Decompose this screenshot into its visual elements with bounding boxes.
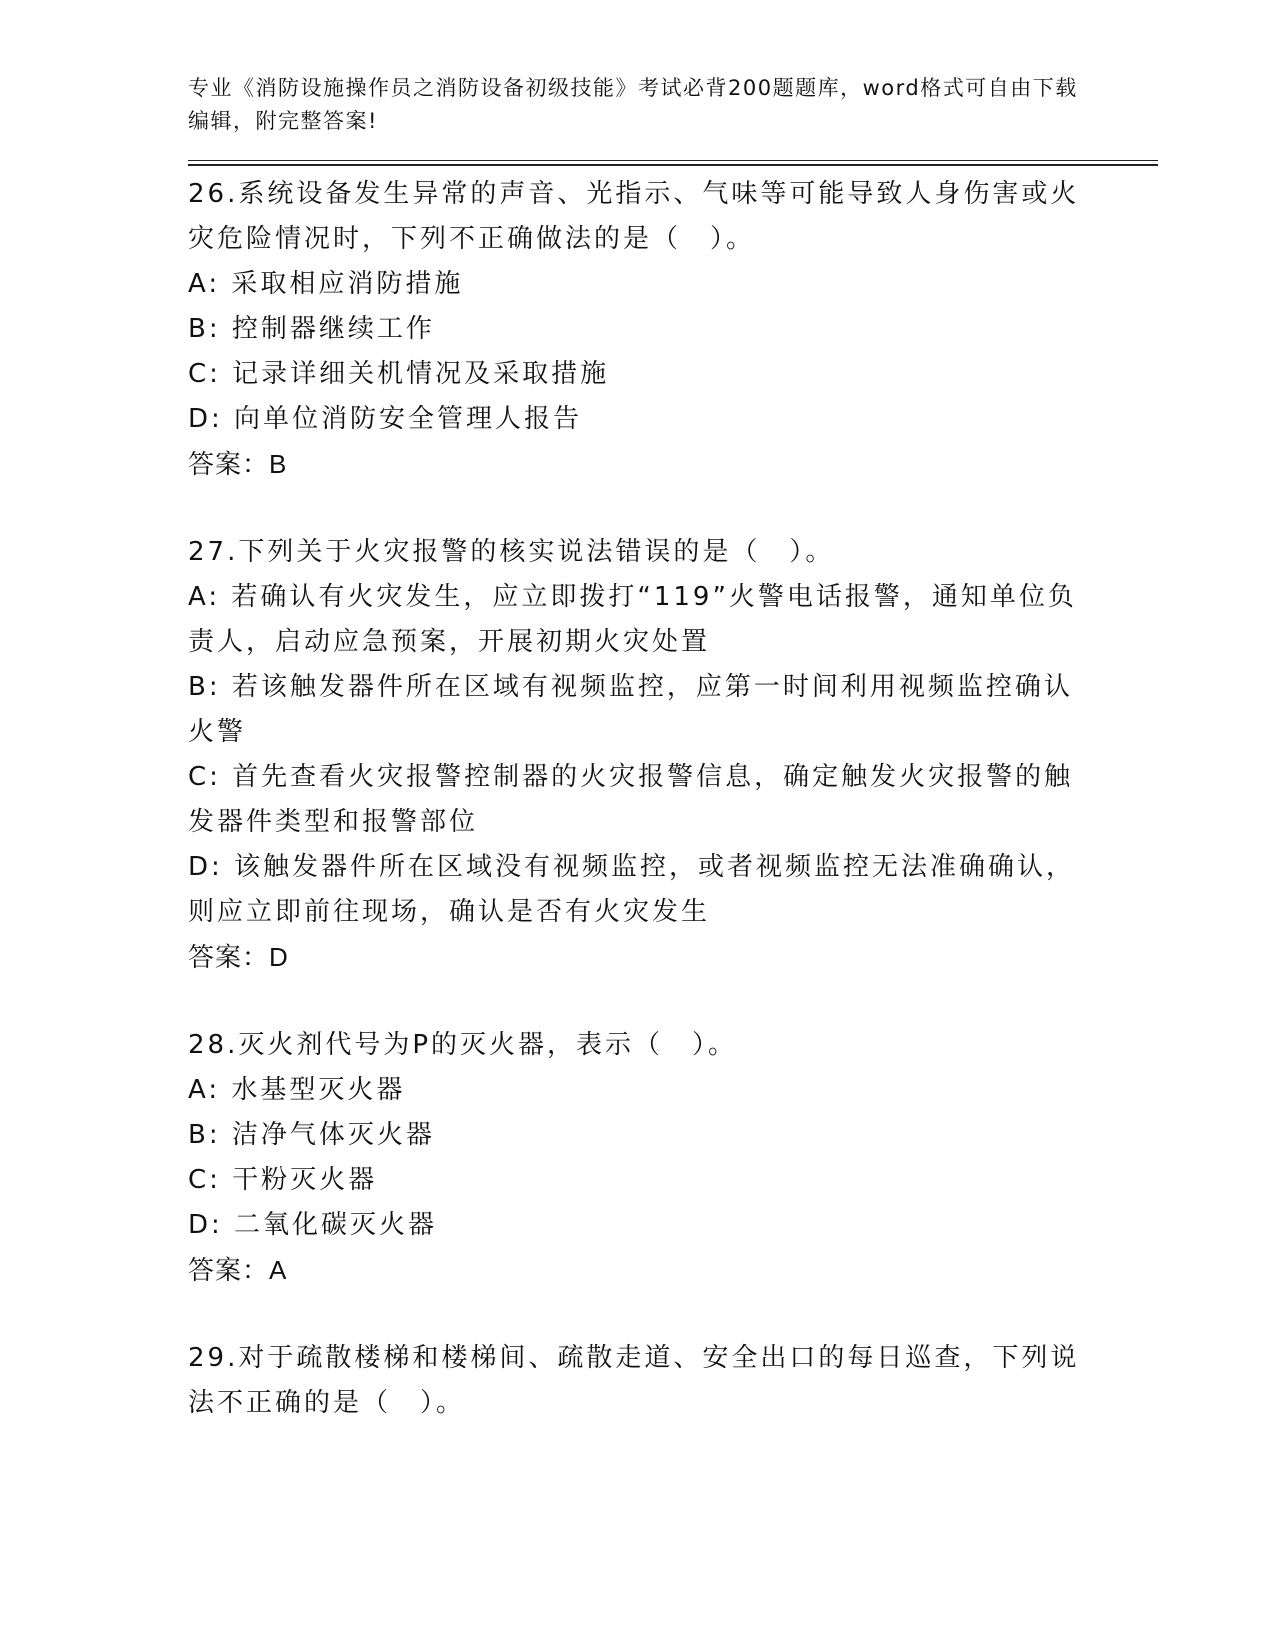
answer-value: D — [269, 942, 289, 972]
answer-label: 答案： — [188, 450, 270, 480]
question-text: 29.对于疏散楼梯和楼梯间、疏散走道、安全出口的每日巡查，下列说法不正确的是（ ）。 — [188, 1343, 1080, 1418]
question-text: 28.灭火剂代号为P的灭火器，表示（ ）。 — [188, 1030, 738, 1060]
option-b: B: 控制器继续工作 — [188, 314, 435, 344]
question-text: 27.下列关于火灾报警的核实说法错误的是（ ）。 — [188, 537, 835, 567]
question-29 — [188, 1336, 1158, 1426]
answer-value: A — [269, 1255, 288, 1285]
option-a: A: 水基型灭火器 — [188, 1075, 406, 1105]
option-b: B: 洁净气体灭火器 — [188, 1120, 435, 1150]
option-a: A: 若确认有火灾发生，应立即拨打“119”火警电话报警，通知单位负责人，启动应急预案，开展初期火灾处置 — [188, 582, 1077, 657]
option-d: D: 该触发器件所在区域没有视频监控，或者视频监控无法准确确认，则应立即前往现场，确认是否有火灾发生 — [188, 852, 1076, 927]
question-27 — [188, 530, 1158, 981]
document-header: 专业《消防设施操作员之消防设备初级技能》考试必背200题题库，word格式可自由下载编辑，附完整答案! — [188, 76, 1078, 133]
question-28 — [188, 1023, 1158, 1294]
answer-value: B — [269, 449, 288, 479]
option-c: C: 干粉灭火器 — [188, 1165, 378, 1195]
option-d: D: 向单位消防安全管理人报告 — [188, 404, 583, 434]
answer-line — [188, 935, 1158, 981]
question-26 — [188, 172, 1158, 488]
answer-label: 答案： — [188, 1256, 270, 1286]
header-divider — [188, 160, 1158, 166]
option-b: B: 若该触发器件所在区域有视频监控，应第一时间利用视频监控确认火警 — [188, 672, 1073, 747]
option-c: C: 记录详细关机情况及采取措施 — [188, 359, 610, 389]
answer-line — [188, 1248, 1158, 1294]
option-c: C: 首先查看火灾报警控制器的火灾报警信息，确定触发火灾报警的触发器件类型和报警部位 — [188, 762, 1074, 837]
option-a: A: 采取相应消防措施 — [188, 269, 464, 299]
option-d: D: 二氧化碳灭火器 — [188, 1210, 438, 1240]
answer-line — [188, 442, 1158, 488]
document-page — [188, 72, 1158, 1426]
question-text: 26.系统设备发生异常的声音、光指示、气味等可能导致人身伤害或火灾危险情况时，下列不正确做法的是（ ）。 — [188, 179, 1080, 254]
answer-label: 答案： — [188, 943, 270, 973]
